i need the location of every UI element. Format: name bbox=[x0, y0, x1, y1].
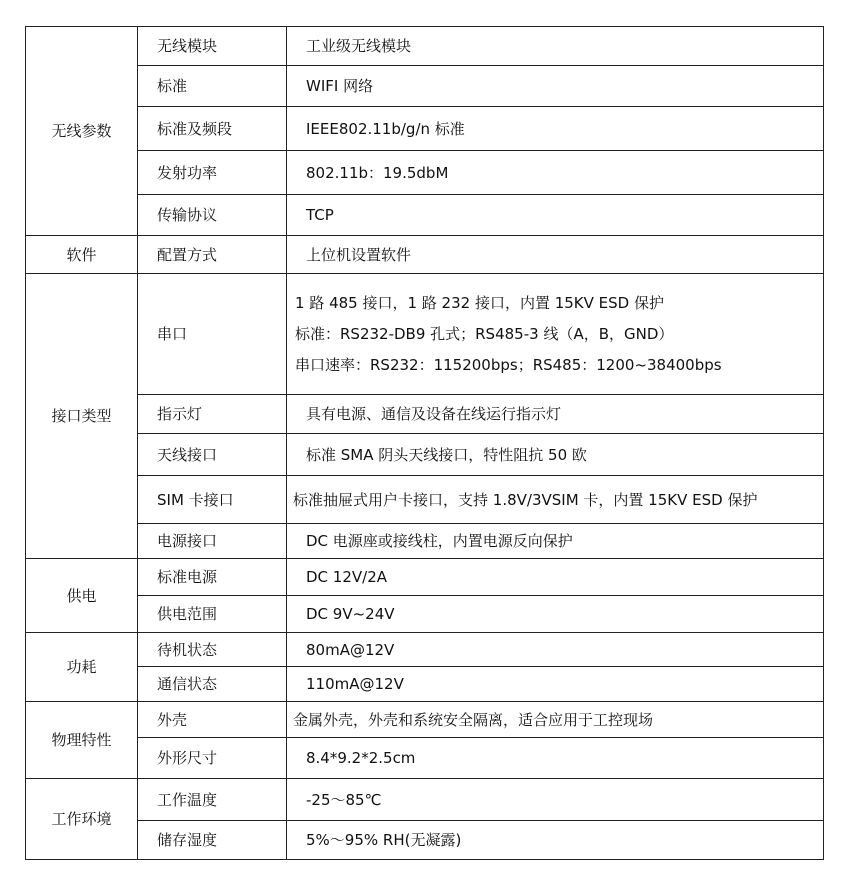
row-label: 待机状态 bbox=[138, 633, 287, 667]
table-row bbox=[26, 195, 824, 236]
row-label: 串口 bbox=[138, 274, 287, 395]
category-cell: 接口类型 bbox=[26, 274, 138, 559]
table-row bbox=[26, 633, 824, 667]
row-label: 配置方式 bbox=[138, 236, 287, 274]
row-label: 发射功率 bbox=[138, 151, 287, 195]
row-value: -25～85℃ bbox=[287, 779, 824, 821]
row-label: 供电范围 bbox=[138, 596, 287, 633]
row-value: DC 12V/2A bbox=[287, 559, 824, 596]
table-row bbox=[26, 821, 824, 860]
category-cell: 功耗 bbox=[26, 633, 138, 702]
category-cell: 物理特性 bbox=[26, 702, 138, 779]
row-value: 具有电源、通信及设备在线运行指示灯 bbox=[287, 395, 824, 434]
table-row bbox=[26, 596, 824, 633]
table-row bbox=[26, 559, 824, 596]
row-value: DC 电源座或接线柱，内置电源反向保护 bbox=[287, 524, 824, 559]
table-row bbox=[26, 27, 824, 66]
row-label: 外形尺寸 bbox=[138, 738, 287, 779]
table-row bbox=[26, 274, 824, 395]
row-value: 110mA@12V bbox=[287, 667, 824, 702]
row-value: TCP bbox=[287, 195, 824, 236]
row-value: 80mA@12V bbox=[287, 633, 824, 667]
row-label: 通信状态 bbox=[138, 667, 287, 702]
value-line: 串口速率：RS232：115200bps；RS485：1200~38400bps bbox=[295, 355, 722, 374]
row-value: 上位机设置软件 bbox=[287, 236, 824, 274]
row-label: 标准 bbox=[138, 66, 287, 107]
row-label: 天线接口 bbox=[138, 434, 287, 476]
category-cell: 工作环境 bbox=[26, 779, 138, 860]
row-label: SIM 卡接口 bbox=[138, 476, 287, 524]
category-cell: 供电 bbox=[26, 559, 138, 633]
row-value: 金属外壳，外壳和系统安全隔离，适合应用于工控现场 bbox=[287, 702, 824, 738]
table-row bbox=[26, 524, 824, 559]
table-row bbox=[26, 667, 824, 702]
row-label: 标准电源 bbox=[138, 559, 287, 596]
table-row bbox=[26, 395, 824, 434]
row-value: WIFI 网络 bbox=[287, 66, 824, 107]
table-row bbox=[26, 107, 824, 151]
row-value: 标准抽屉式用户卡接口，支持 1.8V/3VSIM 卡，内置 15KV ESD 保护 bbox=[287, 476, 824, 524]
row-value: 5%～95% RH(无凝露) bbox=[287, 821, 824, 860]
row-value-multiline bbox=[287, 274, 824, 395]
table-row bbox=[26, 476, 824, 524]
table-row bbox=[26, 236, 824, 274]
row-value: 工业级无线模块 bbox=[287, 27, 824, 66]
row-label: 储存湿度 bbox=[138, 821, 287, 860]
category-cell: 软件 bbox=[26, 236, 138, 274]
row-label: 传输协议 bbox=[138, 195, 287, 236]
row-value: 标准 SMA 阴头天线接口，特性阻抗 50 欧 bbox=[287, 434, 824, 476]
row-value: IEEE802.11b/g/n 标准 bbox=[287, 107, 824, 151]
table-row bbox=[26, 151, 824, 195]
table-row bbox=[26, 738, 824, 779]
row-label: 指示灯 bbox=[138, 395, 287, 434]
row-value: 802.11b：19.5dbM bbox=[287, 151, 824, 195]
value-line: 标准：RS232-DB9 孔式；RS485-3 线（A，B，GND） bbox=[295, 324, 674, 343]
table-row bbox=[26, 702, 824, 738]
spec-table bbox=[25, 26, 824, 860]
row-value: 8.4*9.2*2.5cm bbox=[287, 738, 824, 779]
row-label: 外壳 bbox=[138, 702, 287, 738]
table-row bbox=[26, 434, 824, 476]
value-line: 1 路 485 接口，1 路 232 接口，内置 15KV ESD 保护 bbox=[295, 293, 664, 312]
row-value: DC 9V~24V bbox=[287, 596, 824, 633]
row-label: 工作温度 bbox=[138, 779, 287, 821]
row-label: 无线模块 bbox=[138, 27, 287, 66]
row-label: 标准及频段 bbox=[138, 107, 287, 151]
row-label: 电源接口 bbox=[138, 524, 287, 559]
table-row bbox=[26, 66, 824, 107]
table-row bbox=[26, 779, 824, 821]
category-cell: 无线参数 bbox=[26, 27, 138, 236]
